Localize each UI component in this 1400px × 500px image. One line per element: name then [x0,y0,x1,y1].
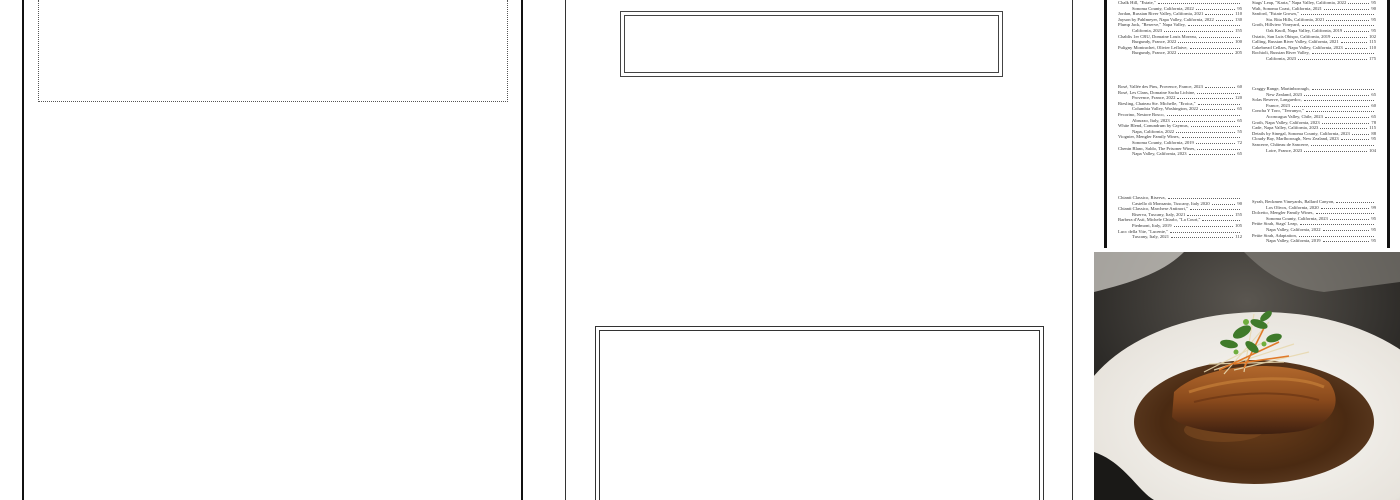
thumb-border-right [1387,0,1390,248]
on-ice-title [637,99,641,112]
food-menu-page [527,0,1090,500]
thumb-column-left: Chalk Hill, "Estate," Sonoma County, California, 2022 95 Jordan, Russian River Valley, California, 2021 110 Jayson by Pahlmeyer, Napa Valley, California, 2022 130 Plump Jack, "Reserve," Napa Valley, California, 2023 155 Chablis 1er CRU, Domaine Louis Moreau, Burgundy, France, 2022 100 Puligny Montrachet, Olivier Leflaive, Burgundy, France, 2022 205 [1118,0,1242,56]
thumb-column-right: Stags' Leap, "Karia," Napa Valley, California, 2022 95 Walt, Sonoma Coast, California, 2021 90 Sanford, "Estate Grown," Sta. Rita Hills, California, 2021 95 Groth, Hillview Vineyard, Oak Knoll, Napa Valley, California, 2019 95 Ostatic, San Luis Obispo, California, 2019 102 Calling, Russian River Valley, California, 2021 115 Cakebread Cellars, Napa Valley, California, 2023 110 Rochioli, Russian River Valley, California, 2023 175 [1252,0,1376,61]
page-border-right [521,0,523,500]
thumb-italian-reds-list: Chianti Classico, Riserva, Castello di Monsanto, Tuscany, Italy 2020 90 Chianti Classico, Marchese Antinori," Riserva, Tuscany, Italy, 2021 155 Barbera d'Asti, Michele Chiarlo, "La Court," Piedmont, Italy, 2019 105 Lucc della Vite, "Lucente," Tuscany, Italy, 2021 112 [1118,195,1242,240]
thumb-selected-reds-list: Syrah, Beckmen Vineyards, Ballard Canyon, Los Olivos, California, 2020 99 Dolcetto, Mengler Family Wines, Sonoma County, California, 2023 95 Petite Sirah, Stags' Leap, Napa Valley, California, 2022 95 Petite Sirah, Adaptation, Napa Valley, California, 2019 95 [1252,199,1376,244]
menu-border-left [565,0,566,500]
thumb-whites-list: Rosé, Vallée des Pins, Provence, France, 2023 60 Rosé, Les Clans, Domaine Sacha Lichine, Provence, France, 2022 120 Riesling, Chateau Ste. Michelle, "Eroica," Columbia Valley, Washington, 2022 65 Pecorino, Nestore Bosco, Abruzzo, Italy, 2023 65 White Blend, Conundrum by Caymus, Napa, California, 2022 55 Viognier, Mengler Family Wines, Sonoma County, California, 2019 72 Chenin Blanc, Saldo, The Prisoner Wines, Napa Valley, California, 2023 65 [1118,84,1242,157]
plated-dish-photo [1094,252,1400,500]
wine-list-thumbnail [1104,0,1390,248]
thumb-sauvignon-list: Craggy Range, Martinborough, New Zealand, 2023 65 Solas Reserve, Languedoc, France, 2023 60 Concha Y Toro, "Terrunyo," Aconcagua Valley, Chile, 2023 65 Groth, Napa Valley, California, 2023 78 Cade, Napa Valley, California, 2023 115 Details by Sinegal, Sonoma County, California, 2023 88 Cloudy Bay, Marlborough, New Zealand, 2023 95 Sancerre, Château de Sancerre, Loire, France, 2023 104 [1252,86,1376,153]
wine-list-page [0,0,527,500]
page-border-left [22,0,24,500]
beverages-box [595,326,1044,500]
thumb-border-left [1104,0,1107,248]
menu-border-right [1072,0,1073,500]
cheeseburger-feature-box [620,11,1003,77]
reserve-wines-box [38,0,508,102]
dish-illustration [1094,252,1400,500]
